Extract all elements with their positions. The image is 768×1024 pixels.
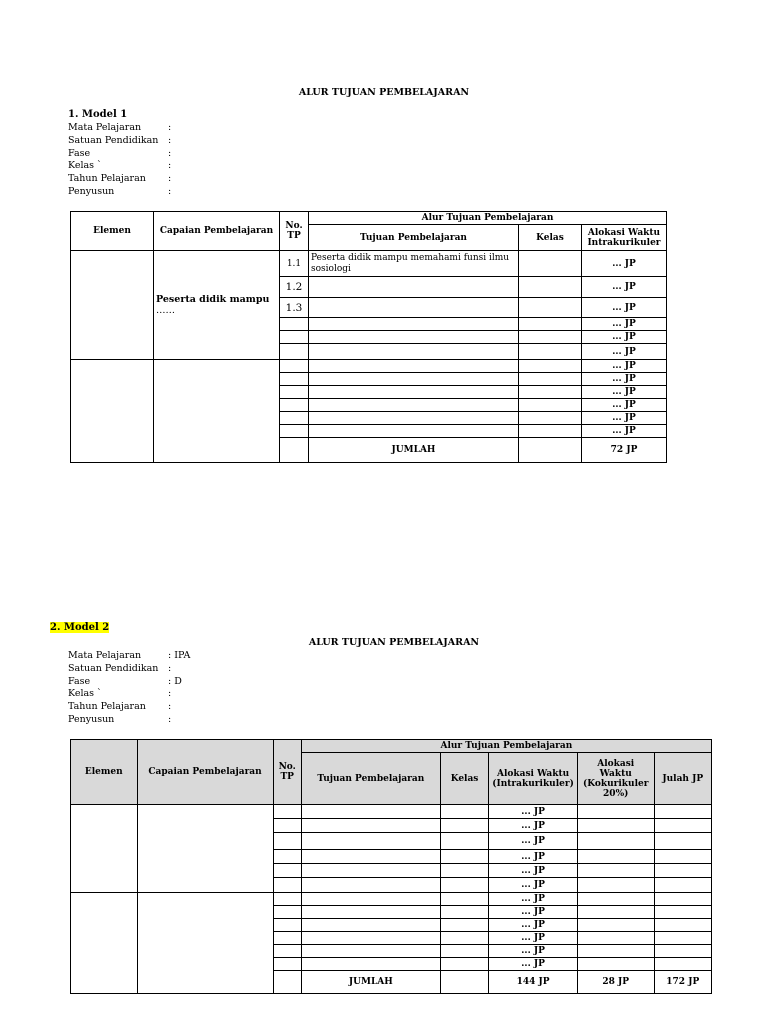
tujuan-cell (309, 298, 519, 318)
kelas-cell (440, 878, 488, 893)
tujuan-cell (301, 819, 440, 833)
tujuan-cell (301, 919, 440, 932)
koku-cell (577, 819, 654, 833)
info-row (68, 676, 190, 689)
info-row (68, 173, 171, 186)
kelas-cell (519, 277, 582, 298)
jp-cell: ... JP (489, 906, 578, 919)
field-value: : (168, 688, 172, 700)
no-tp-cell (280, 438, 309, 463)
field-value: : (168, 713, 172, 725)
total-cell (654, 805, 711, 819)
jp-cell: ... JP (489, 850, 578, 864)
elemen-cell (71, 360, 154, 463)
table-row (71, 805, 712, 819)
jp-cell: ... JP (489, 819, 578, 833)
info-row (68, 663, 190, 676)
field-label: Fase (68, 675, 91, 687)
model2-title: ALUR TUJUAN PEMBELAJARAN (308, 637, 480, 648)
table-row (71, 893, 712, 906)
field-label: Penyusun (68, 185, 115, 197)
no-tp-cell (280, 386, 309, 399)
no-tp-cell (273, 906, 301, 919)
jumlah-value: 72 JP (582, 438, 667, 463)
model2-heading (50, 622, 109, 633)
kelas-cell (440, 833, 488, 850)
jp-cell: ... JP (489, 932, 578, 945)
header-capaian: Capaian Pembelajaran (154, 212, 280, 251)
kelas-cell (519, 331, 582, 344)
no-tp-cell: 1.1 (280, 251, 309, 277)
jp-cell: ... JP (489, 919, 578, 932)
kelas-cell (519, 318, 582, 331)
no-tp-cell (273, 958, 301, 971)
model1-title: ALUR TUJUAN PEMBELAJARAN (298, 87, 470, 98)
tujuan-cell (301, 945, 440, 958)
tujuan-cell (309, 373, 519, 386)
field-value: : (168, 147, 172, 159)
jp-cell: ... JP (582, 318, 667, 331)
total-cell (654, 932, 711, 945)
kelas-cell (519, 399, 582, 412)
no-tp-cell (280, 373, 309, 386)
jp-cell: ... JP (489, 833, 578, 850)
capaian-cell (137, 805, 273, 893)
tujuan-cell (309, 425, 519, 438)
header-alokasi: Alokasi Waktu Intrakurikuler (582, 225, 667, 251)
field-value: : (168, 662, 172, 674)
field-value: : (168, 173, 172, 185)
tujuan-cell (309, 318, 519, 331)
field-label: Kelas ` (68, 688, 102, 700)
field-label: Fase (68, 147, 91, 159)
jumlah-label: JUMLAH (301, 971, 440, 994)
no-tp-cell (280, 318, 309, 331)
field-value: : (168, 134, 172, 146)
info-row (68, 688, 190, 701)
jp-cell: ... JP (582, 277, 667, 298)
header-elemen: Elemen (71, 740, 138, 805)
kelas-cell (440, 971, 488, 994)
no-tp-cell (280, 425, 309, 438)
header-alokasi-koku: Alokasi Waktu (Kokurikuler 20%) (577, 753, 654, 805)
kelas-cell (440, 850, 488, 864)
jp-cell: ... JP (582, 360, 667, 373)
elemen-cell (71, 251, 154, 360)
koku-cell (577, 919, 654, 932)
kelas-cell (519, 251, 582, 277)
koku-cell (577, 833, 654, 850)
kelas-cell (440, 919, 488, 932)
elemen-cell (71, 893, 138, 994)
info-row (68, 714, 190, 727)
capaian-text: Peserta didik mampu (156, 294, 270, 305)
info-row (68, 122, 171, 135)
header-capaian: Capaian Pembelajaran (137, 740, 273, 805)
no-tp-cell (273, 833, 301, 850)
jp-cell: ... JP (582, 331, 667, 344)
header-elemen: Elemen (71, 212, 154, 251)
tujuan-cell (301, 906, 440, 919)
jumlah-total: 172 JP (654, 971, 711, 994)
jp-cell: ... JP (489, 878, 578, 893)
no-tp-cell (273, 819, 301, 833)
jp-cell: ... JP (582, 412, 667, 425)
tujuan-cell (301, 833, 440, 850)
field-label: Mata Pelajaran (68, 122, 142, 133)
no-tp-cell (280, 331, 309, 344)
kelas-cell (440, 805, 488, 819)
total-cell (654, 919, 711, 932)
tujuan-cell (309, 277, 519, 298)
jp-cell: ... JP (582, 298, 667, 318)
no-tp-cell (273, 971, 301, 994)
kelas-cell (519, 298, 582, 318)
tujuan-cell (309, 399, 519, 412)
no-tp-cell (273, 850, 301, 864)
total-cell (654, 893, 711, 906)
field-value: : D (168, 675, 182, 687)
no-tp-cell (273, 878, 301, 893)
tujuan-cell (309, 331, 519, 344)
kelas-cell (519, 425, 582, 438)
no-tp-cell (280, 399, 309, 412)
field-label: Tahun Pelajaran (68, 173, 146, 185)
kelas-cell (519, 438, 582, 463)
field-label: Mata Pelajaran (68, 650, 142, 661)
no-tp-cell (273, 945, 301, 958)
tujuan-cell (309, 344, 519, 360)
jp-cell: ... JP (489, 864, 578, 878)
no-tp-cell (273, 932, 301, 945)
header-kelas: Kelas (519, 225, 582, 251)
table-row (71, 360, 667, 373)
kelas-cell (440, 906, 488, 919)
koku-cell (577, 932, 654, 945)
header-no-tp: No. TP (280, 212, 309, 251)
header-alokasi-intra: Alokasi Waktu (Intrakurikuler) (489, 753, 578, 805)
header-jumlah-jp: Julah JP (654, 753, 711, 805)
jp-cell: ... JP (582, 251, 667, 277)
no-tp-cell (280, 344, 309, 360)
tujuan-cell (301, 932, 440, 945)
total-cell (654, 878, 711, 893)
jp-cell: ... JP (582, 425, 667, 438)
header-no-tp: No. TP (273, 740, 301, 805)
total-cell (654, 850, 711, 864)
koku-cell (577, 945, 654, 958)
jp-cell: ... JP (582, 399, 667, 412)
no-tp-cell: 1.3 (280, 298, 309, 318)
table-row (71, 251, 667, 277)
jp-cell: ... JP (489, 893, 578, 906)
kelas-cell (440, 958, 488, 971)
field-value: : (168, 160, 172, 172)
jp-cell: ... JP (582, 344, 667, 360)
no-tp-cell: 1.2 (280, 277, 309, 298)
info-row (68, 135, 171, 148)
jp-cell: ... JP (489, 805, 578, 819)
model1-table (70, 211, 667, 463)
capaian-dots: …… (156, 305, 175, 316)
kelas-cell (519, 373, 582, 386)
kelas-cell (440, 932, 488, 945)
model2-info (68, 650, 190, 727)
koku-cell (577, 906, 654, 919)
header-alur: Alur Tujuan Pembelajaran (309, 212, 667, 225)
info-row (68, 650, 190, 663)
field-value: : (168, 701, 172, 713)
koku-cell (577, 864, 654, 878)
model1-info (68, 122, 171, 199)
header-kelas: Kelas (440, 753, 488, 805)
header-alur: Alur Tujuan Pembelajaran (301, 740, 711, 753)
model1-heading: 1. Model 1 (68, 109, 128, 120)
jp-cell: ... JP (489, 958, 578, 971)
tujuan-cell (301, 878, 440, 893)
capaian-cell (154, 360, 280, 463)
jp-cell: ... JP (489, 945, 578, 958)
total-cell (654, 864, 711, 878)
info-row (68, 160, 171, 173)
kelas-cell (440, 819, 488, 833)
jumlah-label: JUMLAH (309, 438, 519, 463)
field-value: : (168, 185, 172, 197)
no-tp-cell (280, 360, 309, 373)
koku-cell (577, 893, 654, 906)
field-value: : (168, 122, 172, 133)
field-label: Satuan Pendidikan (68, 662, 159, 674)
jp-cell: ... JP (582, 373, 667, 386)
jp-cell: ... JP (582, 386, 667, 399)
tujuan-cell (309, 412, 519, 425)
capaian-cell (154, 251, 280, 360)
field-value: : IPA (168, 650, 191, 661)
no-tp-cell (280, 412, 309, 425)
no-tp-cell (273, 805, 301, 819)
tujuan-cell (309, 360, 519, 373)
header-tujuan: Tujuan Pembelajaran (309, 225, 519, 251)
kelas-cell (519, 412, 582, 425)
tujuan-cell (301, 958, 440, 971)
kelas-cell (440, 893, 488, 906)
koku-cell (577, 958, 654, 971)
total-cell (654, 833, 711, 850)
total-cell (654, 906, 711, 919)
total-cell (654, 945, 711, 958)
kelas-cell (440, 864, 488, 878)
model2-table (70, 739, 712, 994)
field-label: Penyusun (68, 713, 115, 725)
info-row (68, 701, 190, 714)
kelas-cell (440, 945, 488, 958)
tujuan-cell (301, 893, 440, 906)
field-label: Tahun Pelajaran (68, 701, 146, 713)
kelas-cell (519, 344, 582, 360)
info-row (68, 186, 171, 199)
field-label: Kelas ` (68, 160, 102, 172)
tujuan-cell (301, 850, 440, 864)
no-tp-cell (273, 893, 301, 906)
koku-cell (577, 805, 654, 819)
tujuan-cell (301, 805, 440, 819)
field-label: Satuan Pendidikan (68, 134, 159, 146)
tujuan-cell: Peserta didik mampu memahami funsi ilmu sosiologi (309, 251, 519, 277)
total-cell (654, 819, 711, 833)
elemen-cell (71, 805, 138, 893)
capaian-cell (137, 893, 273, 994)
kelas-cell (519, 360, 582, 373)
koku-cell (577, 878, 654, 893)
total-cell (654, 958, 711, 971)
koku-cell (577, 850, 654, 864)
header-tujuan: Tujuan Pembelajaran (301, 753, 440, 805)
info-row (68, 148, 171, 161)
no-tp-cell (273, 864, 301, 878)
jumlah-intra: 144 JP (489, 971, 578, 994)
tujuan-cell (309, 386, 519, 399)
tujuan-cell (301, 864, 440, 878)
model2-heading-text: 2. Model 2 (50, 622, 110, 633)
kelas-cell (519, 386, 582, 399)
no-tp-cell (273, 919, 301, 932)
jumlah-koku: 28 JP (577, 971, 654, 994)
